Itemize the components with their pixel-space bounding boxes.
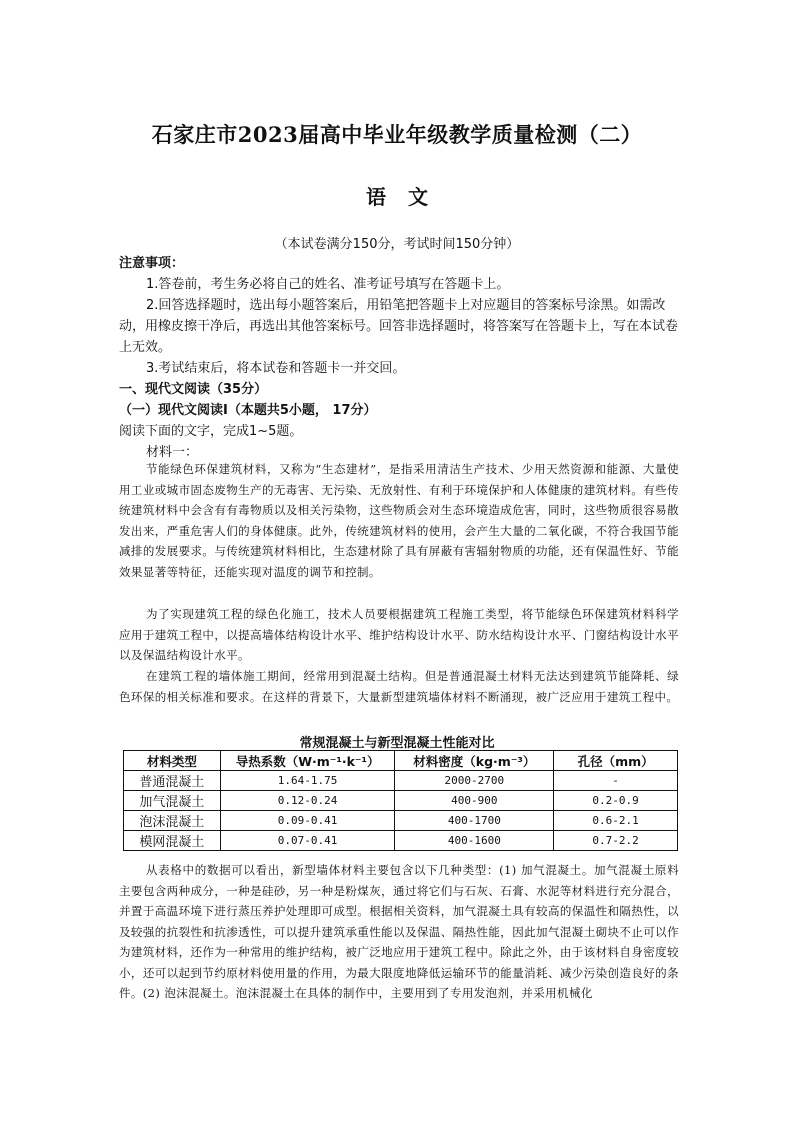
- subject-title: 语文: [366, 185, 450, 209]
- section-heading: 一、现代文阅读（35分）: [119, 382, 268, 397]
- notes-heading: 注意事项：: [119, 256, 185, 271]
- table-cell: 400-900: [395, 791, 554, 811]
- table-cell: 加气混凝土: [124, 791, 221, 811]
- table-cell: 1.64-1.75: [220, 771, 395, 791]
- notes-item: 1.答卷前，考生务必将自己的姓名、准考证号填写在答题卡上。: [146, 277, 510, 292]
- table-cell: 400-1600: [395, 831, 554, 851]
- notes-block: [119, 253, 679, 463]
- table-cell: 模网混凝土: [124, 831, 221, 851]
- notes-item: 3.考试结束后，将本试卷和答题卡一并交回。: [146, 361, 406, 376]
- table-header-cell: 材料密度（kg·m⁻³）: [395, 751, 554, 771]
- table-caption: 常规混凝土与新型混凝土性能对比: [299, 736, 495, 751]
- table-cell: 2000-2700: [395, 771, 554, 791]
- table-row: [124, 811, 678, 831]
- table-cell: 0.07-0.41: [220, 831, 395, 851]
- exam-note: （本试卷满分150分，考试时间150分钟）: [274, 237, 520, 252]
- table-cell: 0.09-0.41: [220, 811, 395, 831]
- table-cell: 0.2-0.9: [554, 791, 678, 811]
- notes-item: 2.回答选择题时，选出每小题答案后，用铅笔把答题卡上对应题目的答案标号涂黑。如需改动，用橡皮擦干净后，再选出其他答案标号。回答非选择题时，将答案写在答题卡上，写在本试卷上无效。: [119, 298, 679, 355]
- table-header-row: [124, 751, 678, 771]
- table-row: [124, 771, 678, 791]
- passage-paragraph: 为了实现建筑工程的绿色化施工，技术人员要根据建筑工程施工类型，将节能绿色环保建筑材料科学应用于建筑工程中，以提高墙体结构设计水平、维护结构设计水平、防水结构设计水平、门窗结构设计水平以及保温结构设计水平。: [119, 607, 679, 662]
- passage-paragraph: 从表格中的数据可以看出，新型墙体材料主要包含以下几种类型：(1) 加气混凝土。加气混凝土原料主要包含两种成分，一种是硅砂，另一种是粉煤灰，通过将它们与石灰、石膏、水泥等材料进行充分混合，并置于高温环境下进行蒸压养护处理即可成型。根据相关资料，加气混凝土具有较高的保温性和隔热性，以及较强的抗裂性和抗渗透性，可以提升建筑承重性能以及保温、隔热性能，因此加气混凝土砌块不止可以作为建筑材料，还作为一种常用的维护结构，被广泛地应用于建筑工程中。除此之外，由于该材料自身密度较小，还可以起到节约原材料使用量的作用，为最大限度地降低运输环节的能量消耗、减少污染创造良好的条件。(2) 泡沫混凝土。泡沫混凝土在具体的制作中，主要用到了专用发泡剂，并采用机械化: [119, 863, 679, 1000]
- table-cell: -: [554, 771, 678, 791]
- material-label: 材料一：: [146, 445, 199, 460]
- table-header-cell: 导热系数（W·m⁻¹·k⁻¹）: [220, 751, 395, 771]
- passage-paragraph: 节能绿色环保建筑材料，又称为“生态建材”，是指采用清洁生产技术、少用天然资源和能源、大量使用工业或城市固态废物生产的无毒害、无污染、无放射性、有利于环境保护和人体健康的建筑材料。有些传统建筑材料中会含有有毒物质以及相关污染物，这些物质会对生态环境造成危害，同时，这些物质很容易散发出来，严重危害人们的身体健康。此外，传统建筑材料的使用，会产生大量的二氧化碳，不符合我国节能减排的发展要求。与传统建筑材料相比，生态建材除了具有屏蔽有害辐射物质的功能，还有保温性好、节能效果显著等特征，还能实现对温度的调节和控制。: [119, 462, 679, 579]
- table-cell: 400-1700: [395, 811, 554, 831]
- table-row: [124, 791, 678, 811]
- table-cell: 0.6-2.1: [554, 811, 678, 831]
- passage-paragraph: 在建筑工程的墙体施工期间，经常用到混凝土结构。但是普通混凝土材料无法达到建筑节能降耗、绿色环保的相关标准和要求。在这样的背景下，大量新型建筑墙体材料不断涌现，被广泛应用于建筑工程中。: [119, 669, 679, 704]
- table-cell: 0.12-0.24: [220, 791, 395, 811]
- subsection-heading: （一）现代文阅读Ⅰ（本题共5小题， 17分）: [119, 403, 377, 418]
- page-title: 石家庄市2023届高中毕业年级教学质量检测（二）: [151, 122, 643, 147]
- table-header-cell: 材料类型: [124, 751, 221, 771]
- table-row: [124, 831, 678, 851]
- table-cell: 泡沫混凝土: [124, 811, 221, 831]
- table-header-cell: 孔径（mm）: [554, 751, 678, 771]
- comparison-table: [123, 750, 678, 851]
- table-cell: 0.7-2.2: [554, 831, 678, 851]
- table-cell: 普通混凝土: [124, 771, 221, 791]
- reading-instruction: 阅读下面的文字，完成1~5题。: [119, 424, 303, 439]
